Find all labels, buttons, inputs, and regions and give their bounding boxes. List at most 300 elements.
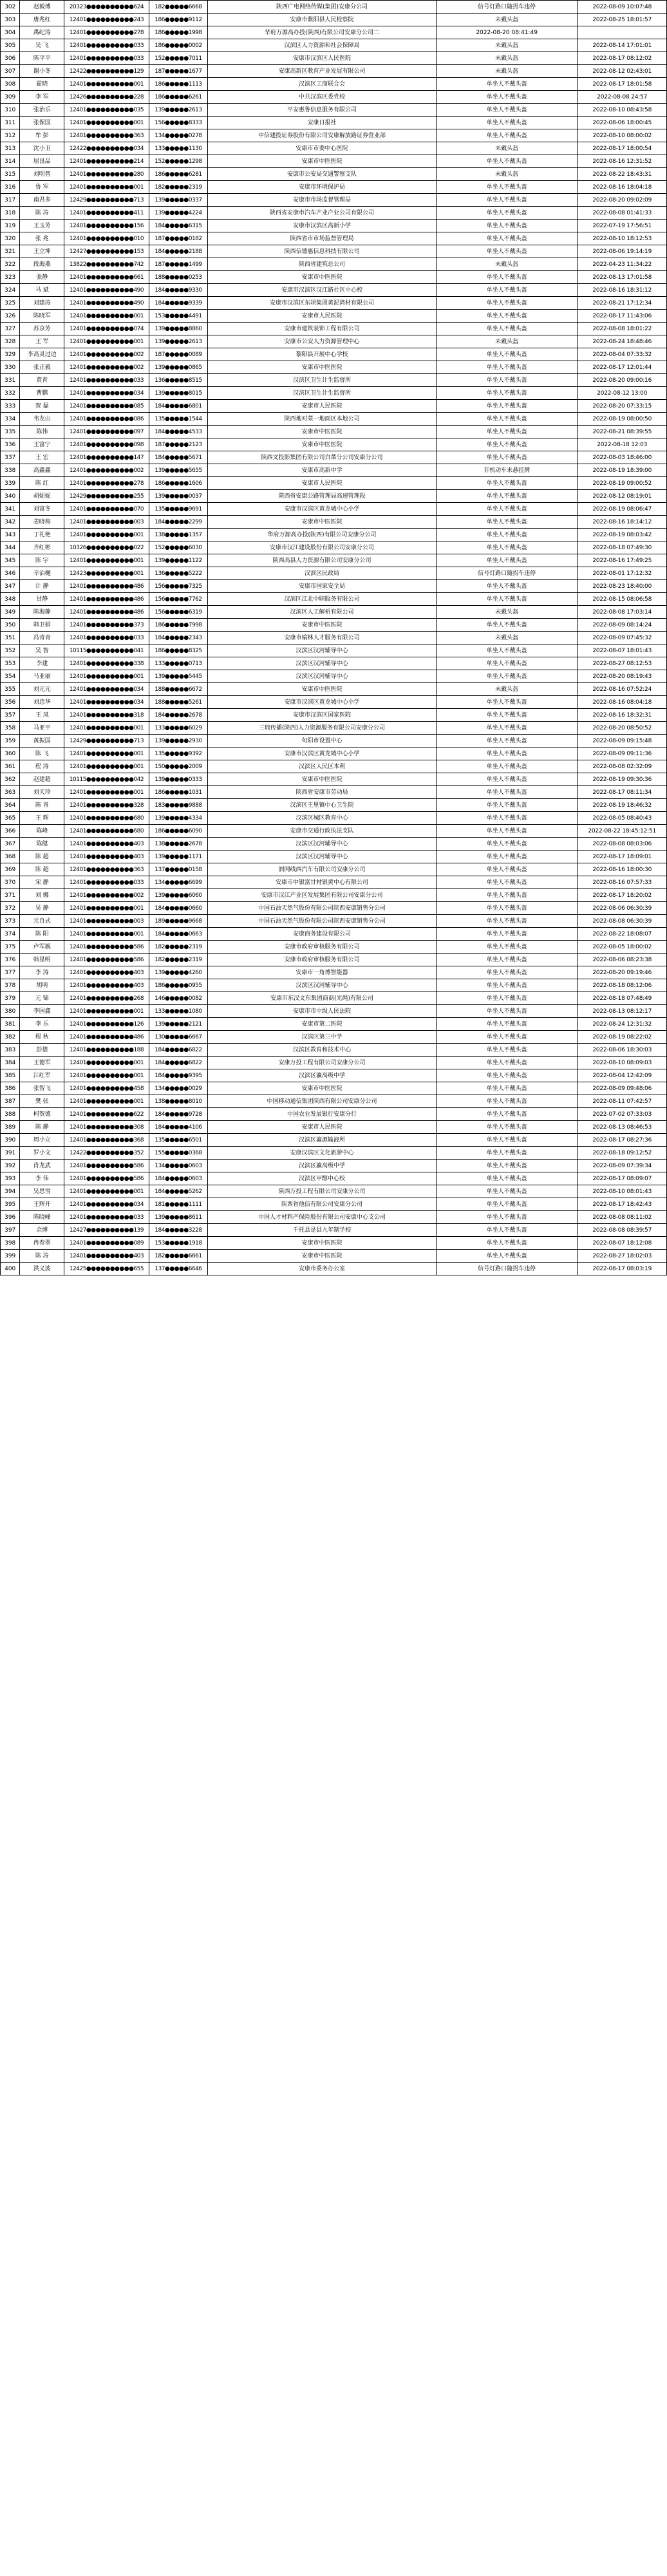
cell-person-name: 刘元元 — [20, 683, 64, 696]
cell-remark: 单坐人不戴头盔 — [436, 1134, 578, 1147]
cell-phone-number: 136●●●●●5222 — [149, 567, 207, 580]
cell-phone-number: 182●●●●●2319 — [149, 181, 207, 194]
cell-remark: 未戴头盔 — [436, 65, 578, 78]
cell-person-name: 陈晓军 — [20, 310, 64, 323]
cell-person-name: 赵毅博 — [20, 1, 64, 14]
cell-person-name: 陈 涛 — [20, 207, 64, 220]
cell-row-index: 375 — [1, 941, 20, 954]
cell-person-name: 王富宁 — [20, 438, 64, 451]
cell-work-unit: 安康市汉滨区人民医院 — [208, 52, 437, 65]
cell-person-name: 马亚丽 — [20, 670, 64, 683]
cell-row-index: 314 — [1, 155, 20, 168]
cell-report-time: 2022-08-18 07:48:49 — [578, 992, 667, 1005]
cell-phone-number: 186●●●●●6281 — [149, 168, 207, 181]
cell-report-time: 2022-08-24 12:31:32 — [578, 1018, 667, 1031]
cell-work-unit: 陕西地对菜一地面区本地公司 — [208, 413, 437, 426]
cell-remark: 单坐人不戴头盔 — [436, 1044, 578, 1057]
table-row — [1, 979, 667, 992]
cell-work-unit: 安康市人民医院 — [208, 400, 437, 413]
cell-person-name: 刘忠华 — [20, 696, 64, 709]
cell-person-name: 韩卫娟 — [20, 619, 64, 632]
cell-id-number: 12429●●●●●●●●●●713 — [64, 194, 149, 207]
cell-id-number: 12401●●●●●●●●●●403 — [64, 838, 149, 851]
cell-remark: 单坐人不戴头盔 — [436, 1031, 578, 1044]
cell-remark: 单坐人不戴头盔 — [436, 297, 578, 310]
cell-phone-number: 184●●●●●4533 — [149, 426, 207, 438]
cell-remark: 单坐人不戴头盔 — [436, 915, 578, 928]
cell-work-unit: 安康市市场监督管理局 — [208, 194, 437, 207]
cell-work-unit: 汉滨区人工解析有限公司 — [208, 606, 437, 619]
cell-report-time: 2022-08-17 08:12:02 — [578, 52, 667, 65]
cell-work-unit: 安康市人民医院 — [208, 1121, 437, 1134]
cell-phone-number: 184●●●●●0660 — [149, 902, 207, 915]
cell-remark: 单坐人不戴头盔 — [436, 400, 578, 413]
cell-person-name: 陈晓峰 — [20, 1211, 64, 1224]
cell-person-name: 吴 智 — [20, 644, 64, 657]
cell-work-unit: 汉滨区瀛高级中学 — [208, 1160, 437, 1172]
cell-row-index: 372 — [1, 902, 20, 915]
cell-report-time: 2022-08-19 08:03:42 — [578, 529, 667, 541]
cell-id-number: 12401●●●●●●●●●●002 — [64, 361, 149, 374]
violation-table — [0, 0, 667, 1275]
cell-id-number: 12401●●●●●●●●●●338 — [64, 657, 149, 670]
cell-id-number: 12401●●●●●●●●●●001 — [64, 747, 149, 760]
table-row — [1, 619, 667, 632]
cell-row-index: 337 — [1, 451, 20, 464]
table-row — [1, 1211, 667, 1224]
cell-row-index: 331 — [1, 374, 20, 387]
table-row — [1, 799, 667, 812]
cell-row-index: 389 — [1, 1121, 20, 1134]
cell-person-name: 程 涛 — [20, 760, 64, 773]
cell-id-number: 12401●●●●●●●●●●318 — [64, 709, 149, 722]
cell-id-number: 12401●●●●●●●●●●490 — [64, 297, 149, 310]
cell-remark: 单坐人不戴头盔 — [436, 954, 578, 966]
table-row — [1, 954, 667, 966]
table-row — [1, 65, 667, 78]
cell-person-name: 彭德 — [20, 1044, 64, 1057]
cell-row-index: 399 — [1, 1250, 20, 1263]
cell-phone-number: 130●●●●●6667 — [149, 1031, 207, 1044]
table-row — [1, 39, 667, 52]
cell-phone-number: 184●●●●●5262 — [149, 1185, 207, 1198]
cell-report-time: 2022-08-16 07:52:24 — [578, 683, 667, 696]
cell-id-number: 12401●●●●●●●●●●126 — [64, 1018, 149, 1031]
cell-report-time: 2022-08-20 09:19:46 — [578, 966, 667, 979]
cell-person-name: 段海燕 — [20, 258, 64, 271]
cell-work-unit: 安康市中医医院 — [208, 683, 437, 696]
cell-phone-number: 184●●●●●2188 — [149, 245, 207, 258]
cell-id-number: 12401●●●●●●●●●●486 — [64, 593, 149, 606]
cell-row-index: 317 — [1, 194, 20, 207]
cell-row-index: 312 — [1, 129, 20, 142]
table-row — [1, 1263, 667, 1275]
cell-row-index: 333 — [1, 400, 20, 413]
cell-work-unit: 汉滨区江北中职服务有限公司 — [208, 593, 437, 606]
cell-report-time: 2022-08-09 10:07:48 — [578, 1, 667, 14]
table-row — [1, 709, 667, 722]
cell-work-unit: 安康市汉江产业区发展集团有限公司安康分公司 — [208, 889, 437, 902]
table-row — [1, 773, 667, 786]
cell-phone-number: 184●●●●●0603 — [149, 1172, 207, 1185]
table-row — [1, 554, 667, 567]
cell-phone-number: 139●●●●●8860 — [149, 323, 207, 335]
cell-work-unit: 华府万源高办投(陕西)有限公司安康分公司二 — [208, 26, 437, 39]
cell-work-unit: 汉滨区甲醇中心校 — [208, 1172, 437, 1185]
cell-row-index: 345 — [1, 554, 20, 567]
cell-id-number: 10115●●●●●●●●●●041 — [64, 644, 149, 657]
cell-id-number: 12401●●●●●●●●●●001 — [64, 529, 149, 541]
cell-remark: 单坐人不戴头盔 — [436, 696, 578, 709]
cell-work-unit: 千托县是县九年制学校 — [208, 1224, 437, 1237]
cell-work-unit: 中共汉滨区委党校 — [208, 91, 437, 104]
cell-remark: 单坐人不戴头盔 — [436, 838, 578, 851]
cell-work-unit: 旬阳市设置中心 — [208, 735, 437, 747]
table-row — [1, 142, 667, 155]
cell-report-time: 2022-08-08 08:03:06 — [578, 838, 667, 851]
cell-phone-number: 184●●●●●5671 — [149, 451, 207, 464]
cell-work-unit: 安康市汉江建设股份有限公司安康分公司 — [208, 541, 437, 554]
cell-phone-number: 135●●●●●9691 — [149, 503, 207, 516]
cell-work-unit: 汉滨区汉河辅导中心 — [208, 670, 437, 683]
cell-remark: 单坐人不戴头盔 — [436, 155, 578, 168]
cell-work-unit: 黎阳县开展中心学校 — [208, 348, 437, 361]
cell-person-name: 李 军 — [20, 91, 64, 104]
cell-person-name: 李 涛 — [20, 966, 64, 979]
cell-work-unit: 安康市汉滨区汉江路社区中心校 — [208, 284, 437, 297]
cell-phone-number: 133●●●●●1130 — [149, 142, 207, 155]
cell-id-number: 12425●●●●●●●●●●655 — [64, 1263, 149, 1275]
cell-id-number: 12401●●●●●●●●●●001 — [64, 78, 149, 91]
cell-id-number: 12401●●●●●●●●●●002 — [64, 464, 149, 477]
cell-row-index: 382 — [1, 1031, 20, 1044]
cell-work-unit: 陕西省市市场监督管理局 — [208, 232, 437, 245]
cell-row-index: 341 — [1, 503, 20, 516]
cell-phone-number: 139●●●●●1171 — [149, 851, 207, 863]
cell-id-number: 12401●●●●●●●●●●035 — [64, 104, 149, 117]
cell-phone-number: 187●●●●●2123 — [149, 438, 207, 451]
cell-row-index: 361 — [1, 760, 20, 773]
table-row — [1, 593, 667, 606]
cell-work-unit: 安康市一角博智能器 — [208, 966, 437, 979]
table-row — [1, 541, 667, 554]
cell-id-number: 12401●●●●●●●●●●034 — [64, 1198, 149, 1211]
table-row — [1, 722, 667, 735]
cell-report-time: 2022-08-06 19:14:19 — [578, 245, 667, 258]
cell-id-number: 12401●●●●●●●●●●089 — [64, 1237, 149, 1250]
cell-id-number: 12401●●●●●●●●●●001 — [64, 554, 149, 567]
cell-report-time: 2022-08-10 08:01:43 — [578, 1185, 667, 1198]
cell-phone-number: 184●●●●●6822 — [149, 1057, 207, 1069]
cell-phone-number: 139●●●●●1122 — [149, 554, 207, 567]
cell-remark: 单坐人不戴头盔 — [436, 245, 578, 258]
table-row — [1, 181, 667, 194]
table-row — [1, 812, 667, 825]
cell-row-index: 392 — [1, 1160, 20, 1172]
table-row — [1, 928, 667, 941]
cell-row-index: 383 — [1, 1044, 20, 1057]
cell-id-number: 12401●●●●●●●●●●368 — [64, 1134, 149, 1147]
table-row — [1, 1237, 667, 1250]
cell-person-name: 甘静 — [20, 593, 64, 606]
cell-id-number: 12401●●●●●●●●●●085 — [64, 400, 149, 413]
cell-phone-number: 184●●●●●6801 — [149, 400, 207, 413]
cell-remark: 单坐人不戴头盔 — [436, 1057, 578, 1069]
table-row — [1, 529, 667, 541]
cell-report-time: 2022-08-08 08:11:02 — [578, 1211, 667, 1224]
cell-id-number: 12401●●●●●●●●●●074 — [64, 323, 149, 335]
cell-id-number: 12401●●●●●●●●●●033 — [64, 632, 149, 644]
cell-person-name: 姜晓梅 — [20, 516, 64, 529]
cell-remark: 未戴头盔 — [436, 168, 578, 181]
cell-id-number: 20323●●●●●●●●●●624 — [64, 1, 149, 14]
cell-remark: 单坐人不戴头盔 — [436, 310, 578, 323]
cell-person-name: 卢军舰 — [20, 941, 64, 954]
table-row — [1, 747, 667, 760]
cell-remark: 单坐人不戴头盔 — [436, 451, 578, 464]
cell-work-unit: 陕西省建筑总公司 — [208, 258, 437, 271]
table-row — [1, 1057, 667, 1069]
cell-id-number: 12401●●●●●●●●●●363 — [64, 863, 149, 876]
cell-phone-number: 139●●●●●0337 — [149, 194, 207, 207]
cell-phone-number: 186●●●●●7998 — [149, 619, 207, 632]
cell-remark: 单坐人不戴头盔 — [436, 374, 578, 387]
cell-person-name: 陈 超 — [20, 863, 64, 876]
cell-row-index: 395 — [1, 1198, 20, 1211]
cell-row-index: 328 — [1, 335, 20, 348]
cell-work-unit: 汉滨区汉河辅导中心 — [208, 657, 437, 670]
cell-report-time: 2022-08-20 08:19:43 — [578, 670, 667, 683]
cell-row-index: 370 — [1, 876, 20, 889]
cell-remark: 单坐人不戴头盔 — [436, 1172, 578, 1185]
cell-person-name: 吴 静 — [20, 902, 64, 915]
table-row — [1, 1224, 667, 1237]
cell-work-unit: 安康市中医医院 — [208, 1237, 437, 1250]
cell-report-time: 2022-08-19 08:00:50 — [578, 413, 667, 426]
cell-phone-number: 184●●●●●2343 — [149, 632, 207, 644]
cell-remark: 单坐人不戴头盔 — [436, 323, 578, 335]
cell-remark: 单坐人不戴头盔 — [436, 979, 578, 992]
cell-row-index: 321 — [1, 245, 20, 258]
cell-report-time: 2022-08-19 08:06:47 — [578, 503, 667, 516]
cell-report-time: 2022-08-11 07:42:57 — [578, 1095, 667, 1108]
cell-id-number: 12401●●●●●●●●●●033 — [64, 52, 149, 65]
cell-row-index: 356 — [1, 696, 20, 709]
cell-person-name: 元 锦 — [20, 992, 64, 1005]
cell-phone-number: 152●●●●●1298 — [149, 155, 207, 168]
cell-person-name: 李 乐 — [20, 1018, 64, 1031]
cell-row-index: 398 — [1, 1237, 20, 1250]
cell-remark: 单坐人不戴头盔 — [436, 104, 578, 117]
cell-row-index: 319 — [1, 220, 20, 232]
cell-remark: 单坐人不戴头盔 — [436, 1121, 578, 1134]
cell-person-name: 高鑫鑫 — [20, 464, 64, 477]
cell-person-name: 丁礼艳 — [20, 529, 64, 541]
cell-person-name: 王 辉 — [20, 812, 64, 825]
cell-phone-number: 182●●●●●2319 — [149, 941, 207, 954]
cell-id-number: 12401●●●●●●●●●●278 — [64, 477, 149, 490]
cell-work-unit: 安康市东汉文东集团商商(光绳)有限公司 — [208, 992, 437, 1005]
cell-row-index: 373 — [1, 915, 20, 928]
cell-row-index: 357 — [1, 709, 20, 722]
cell-remark: 单坐人不戴头盔 — [436, 709, 578, 722]
cell-row-index: 318 — [1, 207, 20, 220]
cell-row-index: 369 — [1, 863, 20, 876]
cell-work-unit: 安康市中医医院 — [208, 619, 437, 632]
cell-remark: 单坐人不戴头盔 — [436, 181, 578, 194]
cell-remark: 单坐人不戴头盔 — [436, 657, 578, 670]
cell-phone-number: 188●●●●●5261 — [149, 696, 207, 709]
cell-id-number: 12401●●●●●●●●●●278 — [64, 26, 149, 39]
cell-phone-number: 139●●●●●5655 — [149, 464, 207, 477]
cell-phone-number: 139●●●●●2613 — [149, 335, 207, 348]
cell-remark: 单坐人不戴头盔 — [436, 361, 578, 374]
cell-work-unit: 汉滨区汉河辅导中心 — [208, 838, 437, 851]
cell-row-index: 379 — [1, 992, 20, 1005]
cell-remark: 单坐人不戴头盔 — [436, 722, 578, 735]
cell-phone-number: 188●●●●●6672 — [149, 683, 207, 696]
table-row — [1, 915, 667, 928]
cell-row-index: 353 — [1, 657, 20, 670]
cell-row-index: 330 — [1, 361, 20, 374]
cell-person-name: 苏京芳 — [20, 323, 64, 335]
cell-person-name: 王 军 — [20, 335, 64, 348]
cell-id-number: 12401●●●●●●●●●●214 — [64, 155, 149, 168]
cell-row-index: 332 — [1, 387, 20, 400]
cell-id-number: 12401●●●●●●●●●●486 — [64, 606, 149, 619]
cell-row-index: 368 — [1, 851, 20, 863]
cell-report-time: 2022-08-16 18:32:31 — [578, 709, 667, 722]
cell-work-unit: 中国人才材料产保险股份有限公司安康中心支公司 — [208, 1211, 437, 1224]
cell-person-name: 程 秋 — [20, 1031, 64, 1044]
cell-person-name: 黄振国 — [20, 735, 64, 747]
cell-report-time: 2022-08-17 18:00:54 — [578, 142, 667, 155]
cell-phone-number: 156●●●●●6319 — [149, 606, 207, 619]
cell-row-index: 365 — [1, 812, 20, 825]
cell-row-index: 394 — [1, 1185, 20, 1198]
cell-person-name: 樊 张 — [20, 1095, 64, 1108]
cell-report-time: 2022-08-08 06:30:39 — [578, 915, 667, 928]
cell-phone-number: 139●●●●●2121 — [149, 1018, 207, 1031]
cell-id-number: 12401●●●●●●●●●●001 — [64, 1005, 149, 1018]
cell-work-unit: 陕西广电网络传媒(集团)安康分公司 — [208, 1, 437, 14]
cell-phone-number: 133●●●●●0713 — [149, 657, 207, 670]
cell-report-time: 2022-08-18 12:03 — [578, 438, 667, 451]
cell-id-number: 12401●●●●●●●●●●001 — [64, 1057, 149, 1069]
cell-row-index: 302 — [1, 1, 20, 14]
cell-phone-number: 188●●●●●0253 — [149, 271, 207, 284]
cell-id-number: 12401●●●●●●●●●●486 — [64, 580, 149, 593]
cell-person-name: 张静 — [20, 271, 64, 284]
cell-id-number: 10326●●●●●●●●●●022 — [64, 541, 149, 554]
cell-id-number: 12401●●●●●●●●●●033 — [64, 39, 149, 52]
cell-report-time: 2022-08-09 09:11:36 — [578, 747, 667, 760]
cell-phone-number: 156●●●●●7325 — [149, 580, 207, 593]
cell-remark: 单坐人不戴头盔 — [436, 1250, 578, 1263]
cell-report-time: 2022-08-17 18:20:02 — [578, 889, 667, 902]
table-row — [1, 786, 667, 799]
cell-row-index: 315 — [1, 168, 20, 181]
cell-remark: 单坐人不戴头盔 — [436, 1198, 578, 1211]
cell-id-number: 12401●●●●●●●●●●001 — [64, 335, 149, 348]
cell-remark: 单坐人不戴头盔 — [436, 284, 578, 297]
cell-person-name: 吴 飞 — [20, 39, 64, 52]
cell-phone-number: 184●●●●●3228 — [149, 1224, 207, 1237]
cell-row-index: 308 — [1, 78, 20, 91]
cell-id-number: 12401●●●●●●●●●●458 — [64, 1082, 149, 1095]
cell-report-time: 2022-08-18 08:12:06 — [578, 979, 667, 992]
cell-phone-number: 184●●●●●9339 — [149, 297, 207, 310]
cell-remark: 单坐人不戴头盔 — [436, 876, 578, 889]
cell-row-index: 351 — [1, 632, 20, 644]
table-row — [1, 464, 667, 477]
cell-phone-number: 184●●●●●9728 — [149, 1108, 207, 1121]
cell-work-unit: 汉滨区教育和技术中心 — [208, 1044, 437, 1057]
cell-id-number: 12401●●●●●●●●●●308 — [64, 1121, 149, 1134]
table-row — [1, 117, 667, 129]
cell-person-name: 张智飞 — [20, 1082, 64, 1095]
table-row — [1, 387, 667, 400]
cell-person-name: 刘明智 — [20, 168, 64, 181]
cell-work-unit: 安康市人民医院 — [208, 477, 437, 490]
cell-remark: 单坐人不戴头盔 — [436, 541, 578, 554]
cell-remark: 未戴头盔 — [436, 142, 578, 155]
table-row — [1, 992, 667, 1005]
cell-person-name: 宋 静 — [20, 876, 64, 889]
cell-person-name: 韦友山 — [20, 413, 64, 426]
table-row — [1, 400, 667, 413]
cell-work-unit: 中信建投证券股份有限公司安康解放路证券营业部 — [208, 129, 437, 142]
cell-report-time: 2022-08-08 17:03:14 — [578, 606, 667, 619]
table-row — [1, 1108, 667, 1121]
cell-phone-number: 186●●●●●1606 — [149, 477, 207, 490]
cell-id-number: 12401●●●●●●●●●●001 — [64, 1069, 149, 1082]
cell-report-time: 2022-08-19 09:30:36 — [578, 773, 667, 786]
cell-report-time: 2022-08-01 17:12:32 — [578, 567, 667, 580]
cell-work-unit: 中国农业发展银行安康分行 — [208, 1108, 437, 1121]
cell-person-name: 陈峰 — [20, 825, 64, 838]
cell-work-unit: 汉滨区民政局 — [208, 567, 437, 580]
cell-row-index: 303 — [1, 14, 20, 26]
cell-id-number: 12401●●●●●●●●●●490 — [64, 284, 149, 297]
cell-remark: 单坐人不戴头盔 — [436, 129, 578, 142]
cell-remark: 单坐人不戴头盔 — [436, 503, 578, 516]
cell-work-unit: 安康市高新中学 — [208, 464, 437, 477]
table-row — [1, 1095, 667, 1108]
cell-row-index: 309 — [1, 91, 20, 104]
cell-row-index: 360 — [1, 747, 20, 760]
table-row — [1, 1044, 667, 1057]
cell-row-index: 371 — [1, 889, 20, 902]
table-row — [1, 1, 667, 14]
table-row — [1, 232, 667, 245]
cell-report-time: 2022-08-17 12:01:44 — [578, 361, 667, 374]
table-row — [1, 26, 667, 39]
cell-remark: 单坐人不戴头盔 — [436, 1069, 578, 1082]
cell-work-unit: 安康市环境保护局 — [208, 181, 437, 194]
cell-row-index: 329 — [1, 348, 20, 361]
cell-row-index: 350 — [1, 619, 20, 632]
cell-remark: 信号灯路口随拐车违停 — [436, 1263, 578, 1275]
cell-row-index: 390 — [1, 1134, 20, 1147]
cell-person-name: 陈健 — [20, 838, 64, 851]
cell-remark: 未戴头盔 — [436, 39, 578, 52]
cell-remark: 单坐人不戴头盔 — [436, 194, 578, 207]
cell-work-unit: 安康市中医医院 — [208, 1082, 437, 1095]
cell-id-number: 12422●●●●●●●●●●352 — [64, 1147, 149, 1160]
cell-report-time: 2022-08-06 08:23:38 — [578, 954, 667, 966]
cell-phone-number: 138●●●●●2678 — [149, 838, 207, 851]
